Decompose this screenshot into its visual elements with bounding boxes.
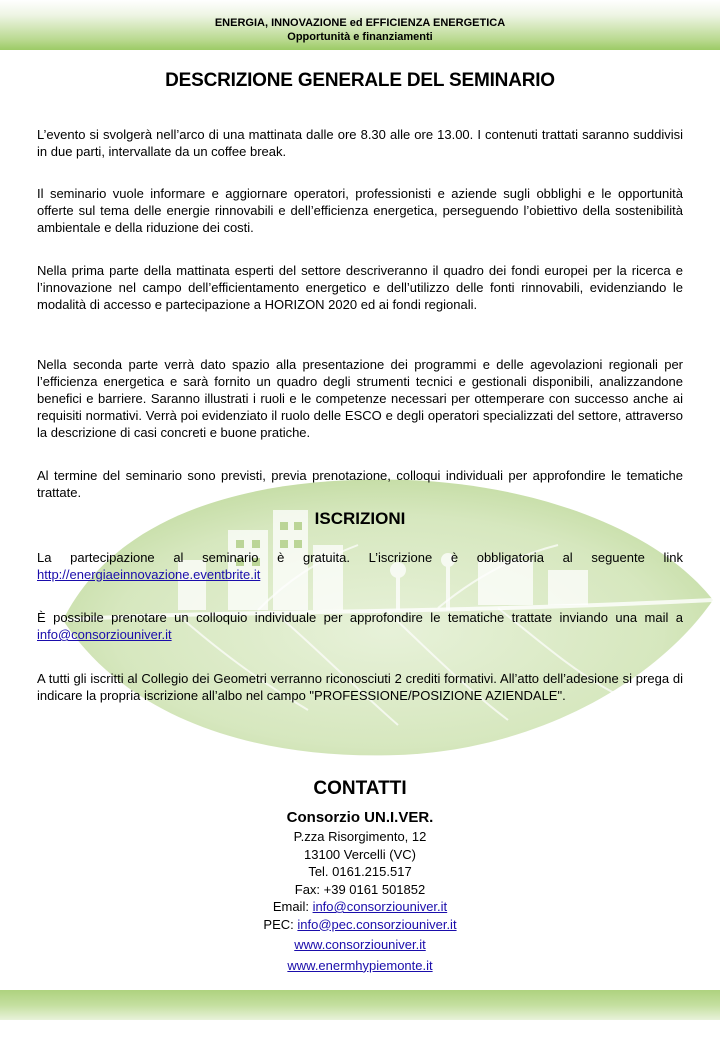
contact-pec-row — [0, 916, 720, 934]
header-subtitle: Opportunità e finanziamenti — [287, 31, 433, 43]
footer-band — [0, 990, 720, 1020]
website-link-enermhy[interactable]: www.enermhypiemonte.it — [287, 957, 433, 973]
paragraph-1: L’evento si svolgerà nell’arco di una mattinata dalle ore 8.30 alle ore 13.00. I contenuti trattati saranno suddivisi in due parti, intervallate da un coffee break. — [37, 127, 683, 159]
website-link-consorzio[interactable]: www.consorziouniver.it — [294, 937, 426, 952]
contact-email-link[interactable]: info@consorziouniver.it — [312, 899, 448, 914]
pec-label: PEC: — [263, 916, 298, 932]
fax-number: Fax: +39 0161 501852 — [294, 881, 426, 897]
iscrizioni-text-2: È possibile prenotare un colloquio individuale per approfondire le tematiche trattate inviando una mail a — [37, 610, 683, 625]
contatti-heading: CONTATTI — [313, 778, 407, 799]
contact-email-row — [0, 898, 720, 916]
paragraph-3: Nella prima parte della mattinata esperti del settore descriveranno il quadro dei fondi europei per la ricerca e l’innovazione nel campo dell’efficientamento energetico e dell’utilizzo delle fonti rinnovabili, evidenziando le modalità di accesso e partecipazione a HORIZON 2020 ed ai fondi regionali. — [37, 263, 683, 312]
website-2-row — [0, 957, 720, 975]
page-title: DESCRIZIONE GENERALE DEL SEMINARIO — [165, 70, 555, 91]
iscrizioni-text-1: La partecipazione al seminario è gratuita. L’iscrizione è obbligatoria al seguente link — [37, 550, 683, 565]
email-link[interactable]: info@consorziouniver.it — [37, 627, 172, 642]
iscrizioni-paragraph-2 — [37, 609, 683, 643]
pec-email-link[interactable]: info@pec.consorziouniver.it — [297, 916, 457, 932]
eventbrite-link[interactable]: http://energiaeinnovazione.eventbrite.it — [37, 567, 261, 582]
header-band — [0, 0, 720, 50]
iscrizioni-paragraph-3: A tutti gli iscritti al Collegio dei Geometri verranno riconosciuti 2 crediti formativi. All’atto dell’adesione si prega di indicare la propria iscrizione all’albo nel campo "PROFESSIONE/POSIZIONE AZIENDALE". — [37, 671, 683, 703]
organization-name: Consorzio UN.I.VER. — [286, 809, 434, 826]
paragraph-4: Nella seconda parte verrà dato spazio alla presentazione dei programmi e delle agevolazioni regionali per l’efficienza energetica e sarà fornito un quadro degli strumenti tecnici e gestionali disponibili, analizzandone benefici e barriere. Saranno illustrati i ruoli e le competenze necessari per ottemperare con successo anche ai requisiti normativi. Verrà poi evidenziato il ruolo delle ESCO e degli operatori specializzati del settore, attraverso la descrizione di casi concreti e buone pratiche. — [37, 357, 683, 440]
website-1-row — [0, 936, 720, 954]
phone-number: Tel. 0161.215.517 — [308, 864, 412, 879]
header-title: ENERGIA, INNOVAZIONE ed EFFICIENZA ENERGETICA — [214, 17, 506, 29]
email-label: Email: — [272, 899, 313, 914]
paragraph-5: Al termine del seminario sono previsti, previa prenotazione, colloqui individuali per approfondire le tematiche trattate. — [37, 468, 683, 500]
iscrizioni-paragraph-1 — [37, 549, 683, 583]
iscrizioni-heading: ISCRIZIONI — [314, 509, 406, 528]
address-street: P.zza Risorgimento, 12 — [293, 829, 427, 844]
contact-block — [0, 808, 720, 974]
paragraph-2: Il seminario vuole informare e aggiornare operatori, professionisti e aziende sugli obblighi e le opportunità offerte sul tema delle energie rinnovabili e dell’efficienza energetica, perseguendo l’obiettivo della sostenibilità ambientale e della riduzione dei costi. — [37, 186, 683, 235]
address-city: 13100 Vercelli (VC) — [304, 846, 416, 862]
